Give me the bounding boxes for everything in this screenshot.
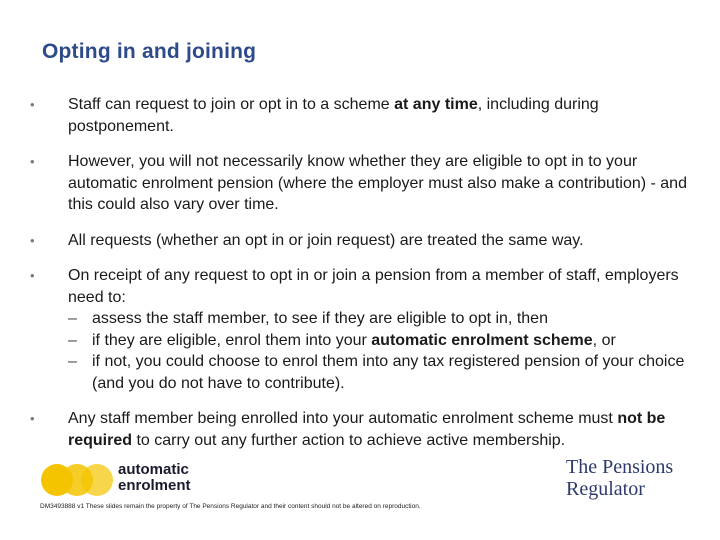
body-text: , including during postponement.: [68, 96, 599, 135]
sub-bullet-list: [68, 308, 698, 394]
pensions-regulator-logo: [566, 456, 673, 500]
regulator-line-1: The Pensions: [566, 456, 674, 478]
overlapping-circles-icon: [40, 462, 120, 498]
dash-marker: –: [68, 353, 77, 370]
emphasis-text: not be required: [68, 410, 666, 449]
slide-title: Opting in and joining: [42, 40, 257, 63]
dash-marker: –: [68, 310, 77, 327]
body-text: However, you will not necessarily know whether they are eligible to opt in to your automatic enrolment pension (where the employer must also make a contribution) - and this could also vary over time.: [68, 153, 687, 213]
bullet-item: [28, 151, 698, 216]
bullet-marker: •: [30, 411, 35, 426]
automatic-enrolment-logo: [40, 462, 200, 498]
body-text: On receipt of any request to opt in or join a pension from a member of staff, employers need to:: [68, 267, 679, 306]
bullet-item: [28, 408, 698, 451]
body-text: assess the staff member, to see if they are eligible to opt in, then: [92, 310, 548, 327]
body-text: All requests (whether an opt in or join request) are treated the same way.: [68, 231, 584, 249]
body-text: , or: [592, 331, 616, 349]
emphasis-text: at any time: [394, 96, 478, 113]
body-text: Any staff member being enrolled into your automatic enrolment scheme must: [68, 410, 618, 427]
bullet-marker: •: [30, 154, 35, 169]
sub-bullet-item: [68, 308, 698, 330]
body-text: to carry out any further action to achieve active membership.: [132, 431, 566, 449]
sub-bullet-item: [68, 351, 698, 394]
sub-bullet-item: [68, 330, 698, 352]
logo-line-2: enrolment: [118, 477, 191, 494]
bullet-marker: •: [30, 268, 35, 283]
body-text: if they are eligible, enrol them into your: [92, 331, 372, 349]
bullet-item: [28, 265, 698, 394]
body-text: Staff can request to join or opt in to a scheme: [68, 96, 395, 113]
body-text: if not, you could choose to enrol them into any tax registered pension of your choice (and you do not have to contribute).: [92, 353, 685, 392]
footnote: DM3493888 v1 These slides remain the property of The Pensions Regulator and their content should not be altered on reproduction.: [40, 503, 421, 510]
bullet-item: [28, 230, 698, 252]
bullet-marker: •: [30, 97, 35, 112]
bullet-list: [28, 94, 698, 465]
bullet-item: [28, 94, 698, 137]
emphasis-text: automatic enrolment scheme: [371, 331, 593, 349]
logo-line-1: automatic: [118, 461, 189, 478]
dash-marker: –: [68, 331, 77, 349]
regulator-line-2: Regulator: [566, 478, 645, 500]
bullet-marker: •: [30, 232, 35, 248]
